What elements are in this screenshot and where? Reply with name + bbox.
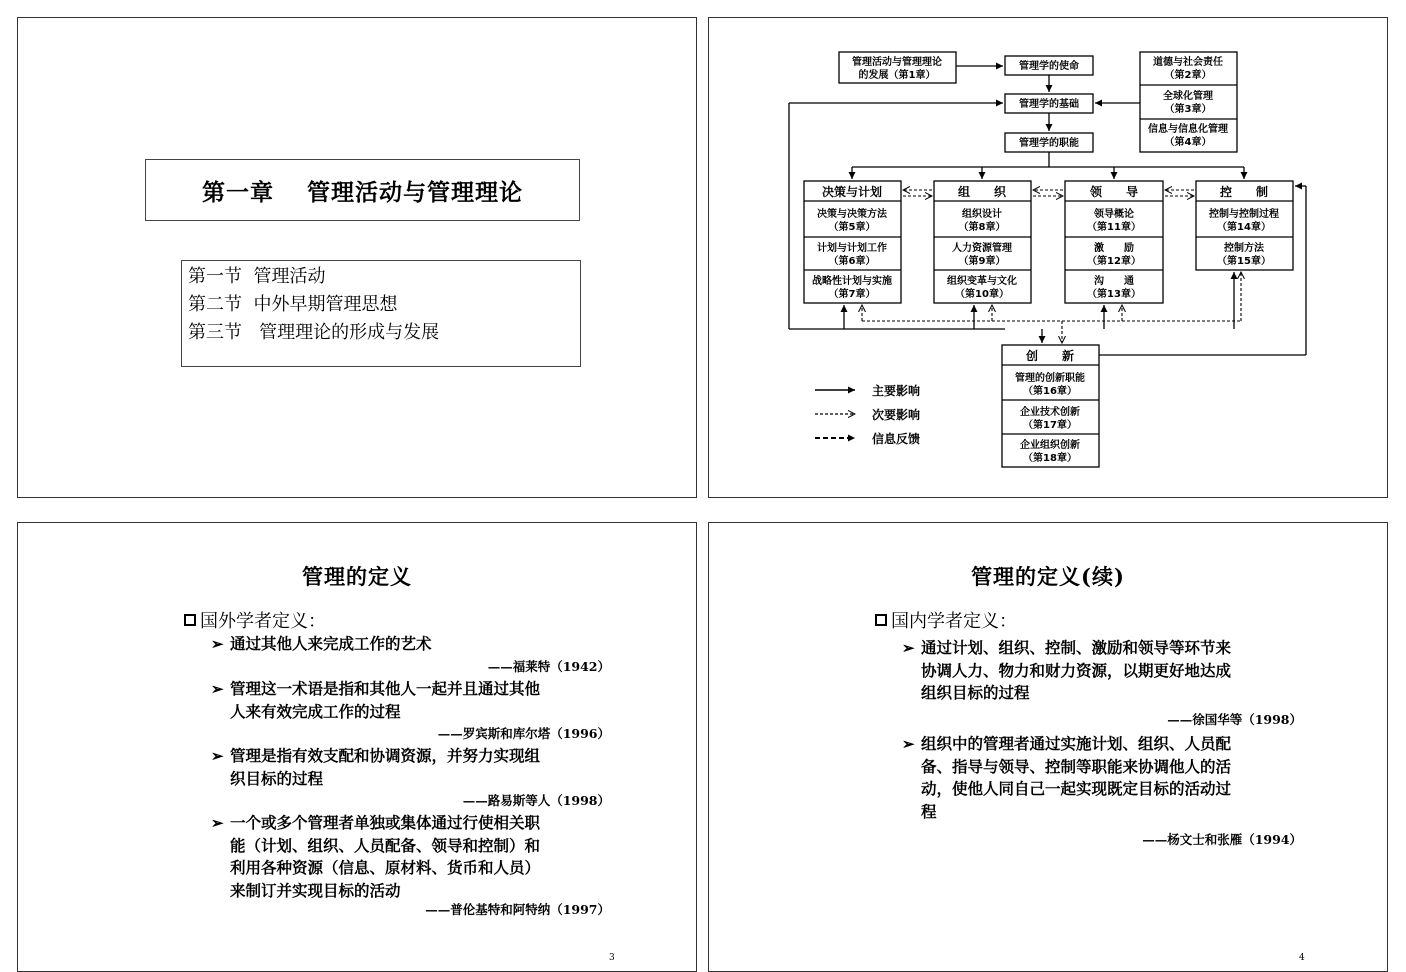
slide-2 [708,17,1388,498]
heading-text: 国内学者定义： [891,611,1017,632]
definition-line: 利用各种资源（信息、原材料、货币和人员） [230,858,541,877]
definition-item [211,812,630,902]
col3-header: 领 导 [1089,185,1139,199]
slide-title: 管理的定义 [302,564,412,589]
definition-line: 程 [921,801,937,821]
col2-item1-l1: 组织设计 [962,209,1002,220]
definition-item [902,733,1321,823]
col1-item2-l2: （第6章） [828,256,876,267]
chapter1-line1: 管理活动与管理理论 [852,57,942,68]
right-box-2-l2: （第3章） [1164,104,1212,115]
right-box-1-l1: 道德与社会责任 [1153,57,1223,68]
mission-label: 管理学的使命 [1019,61,1079,72]
innov-item3-l1: 企业组织创新 [1020,440,1080,451]
arrow-bullet-icon: ➢ [211,680,224,698]
col2-item3-l2: （第10章） [955,289,1009,300]
innov-item2-l1: 企业技术创新 [1020,407,1080,418]
square-bullet-icon [875,614,887,626]
definition-line: 织目标的过程 [230,768,324,788]
col4-item2-l2: （第15章） [1217,256,1271,267]
definition-item [211,678,630,723]
arrow-bullet-icon: ➢ [211,635,224,653]
col1-item3-l1: 战略性计划与实施 [812,276,892,287]
functions-label: 管理学的职能 [1019,138,1079,149]
col3-item3-l2: （第13章） [1087,289,1141,300]
col3-item1-l2: （第11章） [1087,222,1141,233]
right-box-1-l2: （第2章） [1164,70,1212,81]
col4-item1-l2: （第14章） [1217,222,1271,233]
innov-item2-l2: （第17章） [1023,420,1077,431]
chapter-title: 第一章 管理活动与管理理论 [145,159,580,221]
col2-item2-l1: 人力资源管理 [952,243,1012,254]
definition-line: 管理是指有效支配和协调资源，并努力实现组 [230,746,541,765]
legend-secondary: 次要影响 [872,408,921,422]
definition-line: 一个或多个管理者单独或集体通过行使相关职 [230,813,541,832]
col1-item1-l1: 决策与决策方法 [817,209,887,220]
heading-text: 国外学者定义： [200,611,326,632]
section-item: 第二节 中外早期管理思想 [188,294,398,315]
col1-item1-l2: （第5章） [828,222,876,233]
page-number: 4 [1299,953,1305,963]
col1-item2-l1: 计划与计划工作 [817,243,887,254]
definition-line: 通过计划、组织、控制、激励和领导等环节来 [921,638,1232,657]
definition-line: 能（计划、组织、人员配备、领导和控制）和 [230,835,541,855]
definition-line: 来制订并实现目标的活动 [230,880,401,900]
arrow-bullet-icon: ➢ [211,814,224,832]
col3-item1-l1: 领导概论 [1094,209,1134,220]
col4-item2-l1: 控制方法 [1224,243,1264,254]
definition-item [211,745,630,790]
source-citation: ——罗宾斯和库尔塔（1996） [437,726,610,741]
col4-header: 控 制 [1219,185,1269,199]
col2-item3-l1: 组织变革与文化 [947,276,1017,287]
legend-primary: 主要影响 [872,384,921,398]
definition-line: 通过其他人来完成工作的艺术 [230,634,432,653]
arrow-bullet-icon: ➢ [902,735,915,753]
definition-line: 组织目标的过程 [921,683,1030,702]
col2-item1-l2: （第8章） [958,222,1006,233]
col2-item2-l2: （第9章） [958,256,1006,267]
legend-feedback: 信息反馈 [872,432,921,446]
definition-line: 管理这一术语是指和其他人一起并且通过其他 [230,679,541,698]
definition-line: 组织中的管理者通过实施计划、组织、人员配 [921,734,1232,753]
innovation-header: 创 新 [1025,349,1075,363]
innov-item1-l2: （第16章） [1023,386,1077,397]
square-bullet-icon [184,614,196,626]
page-number: 3 [609,953,615,963]
source-citation: ——徐国华等（1998） [1167,712,1302,727]
arrow-bullet-icon: ➢ [902,639,915,657]
slide-3 [17,522,697,972]
heading-domestic [875,607,1017,633]
section-item: 第一节 管理活动 [188,266,326,287]
right-box-3-l1: 信息与信息化管理 [1148,124,1228,135]
section-item: 第三节 管理理论的形成与发展 [188,322,440,343]
definition-line: 协调人力、物力和财力资源，以期更好地达成 [921,660,1232,680]
section-list [181,260,581,367]
innov-item1-l1: 管理的创新职能 [1015,373,1085,384]
right-box-2-l1: 全球化管理 [1163,91,1213,102]
col4-item1-l1: 控制与控制过程 [1209,209,1279,220]
col1-item3-l2: （第7章） [828,289,876,300]
foundation-label: 管理学的基础 [1019,99,1079,110]
definition-item [902,637,1321,705]
definition-item [211,633,630,656]
right-box-3-l2: （第4章） [1164,137,1212,148]
definition-line: 备、指导与领导、控制等职能来协调他人的活 [921,756,1232,776]
innov-item3-l2: （第18章） [1023,453,1077,464]
source-citation: ——路易斯等人（1998） [462,793,610,808]
definition-line: 动，使他人同自己一起实现既定目标的活动过 [921,779,1232,798]
arrow-bullet-icon: ➢ [211,747,224,765]
source-citation: ——福莱特（1942） [487,659,610,674]
framework-diagram [709,18,1388,498]
col3-item3-l1: 沟 通 [1094,276,1134,287]
definition-line: 人来有效完成工作的过程 [230,701,401,721]
slide-1 [17,17,697,498]
col3-item2-l2: （第12章） [1087,256,1141,267]
chapter1-line2: 的发展（第1章） [858,70,936,81]
col2-header: 组 织 [957,185,1007,199]
slide-4 [708,522,1388,972]
source-citation: ——普伦基特和阿特纳（1997） [425,902,610,917]
col3-item2-l1: 激 励 [1094,243,1134,254]
heading-foreign [184,607,326,633]
source-citation: ——杨文士和张雁（1994） [1142,832,1302,847]
col1-header: 决策与计划 [821,185,883,199]
slide-title: 管理的定义(续) [971,564,1125,589]
